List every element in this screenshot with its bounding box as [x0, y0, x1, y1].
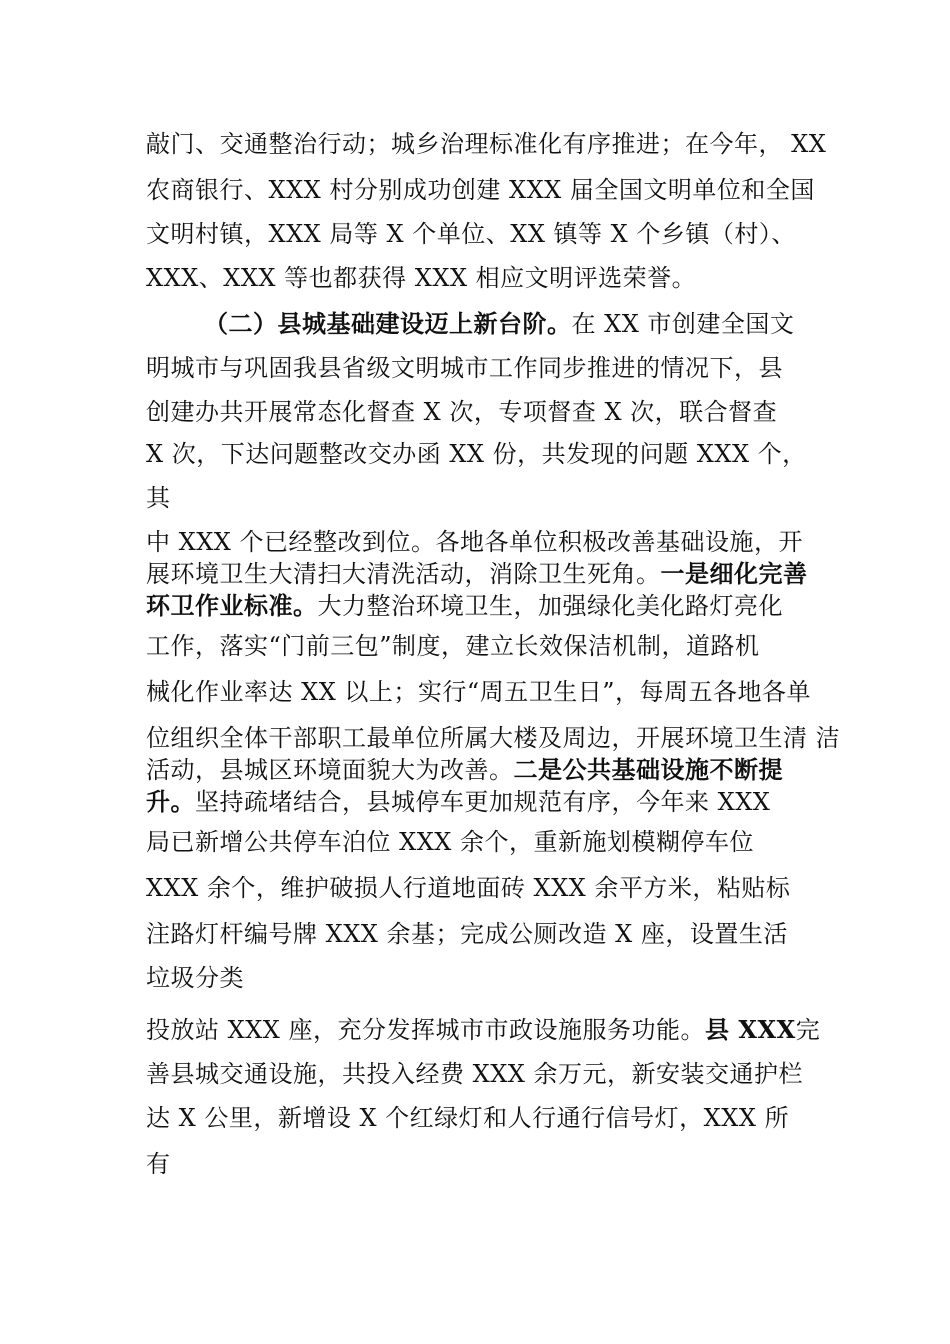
- text-run: 创建办共开展常态化督查 X 次，专项督查 X 次，联合督查: [146, 398, 778, 426]
- text-run: 农商银行、XXX 村分别成功创建 XXX 届全国文明单位和全国: [146, 176, 815, 204]
- text-run: 敲门、交通整治行动；城乡治理标准化有序推进；在今年， XX: [146, 130, 827, 158]
- text-run: 在 XX 市创建全国文: [571, 310, 795, 338]
- text-line: [146, 128, 826, 160]
- text-line: [146, 590, 826, 622]
- text-run: 工作，落实“门前三包”制度，建立长效保洁机制，道路机: [146, 632, 760, 660]
- text-run: X 次，下达问题整改交办函 XX 份，共发现的问题 XXX 个，: [146, 440, 807, 468]
- text-line: [146, 482, 826, 514]
- text-line: [146, 396, 826, 428]
- text-line: [146, 872, 826, 904]
- text-run: 中 XXX 个已经整改到位。各地各单位积极改善基础设施，开: [146, 528, 804, 556]
- text-run: XXX、XXX 等也都获得 XXX 相应文明评选荣誉。: [146, 264, 697, 292]
- text-run: 大力整治环境卫生，加强绿化美化路灯亮化: [317, 592, 783, 620]
- bold-lead-phrase: 升。: [146, 788, 195, 816]
- bold-lead-phrase: 一是细化完善: [660, 560, 808, 588]
- text-line: [146, 786, 826, 818]
- text-run: 坚持疏堵结合，县城停车更加规范有序，今年来 XXX: [195, 788, 771, 816]
- text-run: 位组织全体干部职工最单位所属大楼及周边，开展环境卫生清 洁: [146, 724, 841, 752]
- text-run: 文明村镇，XXX 局等 X 个单位、XX 镇等 X 个乡镇（村）、: [146, 220, 796, 248]
- text-line: [146, 722, 841, 754]
- text-line: [146, 630, 826, 662]
- text-line: [146, 526, 826, 558]
- text-line: [146, 962, 826, 994]
- text-run: 有: [146, 1150, 171, 1178]
- text-run: 械化作业率达 XX 以上；实行“周五卫生日”，每周五各地各单: [146, 678, 811, 706]
- text-run: 展环境卫生大清扫大清洗活动，消除卫生死角。: [146, 560, 661, 588]
- text-run: 注路灯杆编号牌 XXX 余基；完成公厕改造 X 座，设置生活: [146, 920, 788, 948]
- text-line: [146, 558, 826, 590]
- text-line: [146, 918, 826, 950]
- text-line: [146, 1102, 826, 1134]
- text-line: [146, 1058, 826, 1090]
- text-run: 善县城交通设施，共投入经费 XXX 余万元，新安装交通护栏: [146, 1060, 804, 1088]
- text-line: [146, 1014, 826, 1046]
- section-heading: （二）县城基础建设迈上新台阶。: [204, 310, 572, 338]
- text-run: 活动，县城区环境面貌大为改善。: [146, 756, 514, 784]
- text-line: [146, 218, 826, 250]
- bold-lead-phrase: 环卫作业标准。: [146, 592, 318, 620]
- text-line: [146, 754, 826, 786]
- section-heading-line: [204, 308, 826, 340]
- bold-lead-phrase: 二是公共基础设施不断提: [513, 756, 783, 784]
- text-line: [146, 438, 826, 470]
- text-line: [146, 262, 826, 294]
- bold-lead-phrase: 县 XXX: [705, 1015, 796, 1044]
- text-run: 明城市与巩固我县省级文明城市工作同步推进的情况下，县: [146, 354, 783, 382]
- text-line: [146, 676, 826, 708]
- text-run: XXX 余个，维护破损人行道地面砖 XXX 余平方米，粘贴标: [146, 874, 791, 902]
- text-run: 完: [795, 1016, 821, 1044]
- text-line: [146, 826, 826, 858]
- text-run: 其: [146, 484, 171, 512]
- text-run: 投放站 XXX 座，充分发挥城市市政设施服务功能。: [146, 1016, 706, 1044]
- text-run: 达 X 公里，新增设 X 个红绿灯和人行通行信号灯，XXX 所: [146, 1104, 790, 1132]
- text-run: 垃圾分类: [146, 964, 244, 992]
- text-line: [146, 1148, 826, 1180]
- text-line: [146, 174, 826, 206]
- text-line: [146, 352, 826, 384]
- text-run: 局已新增公共停车泊位 XXX 余个，重新施划模糊停车位: [146, 828, 755, 856]
